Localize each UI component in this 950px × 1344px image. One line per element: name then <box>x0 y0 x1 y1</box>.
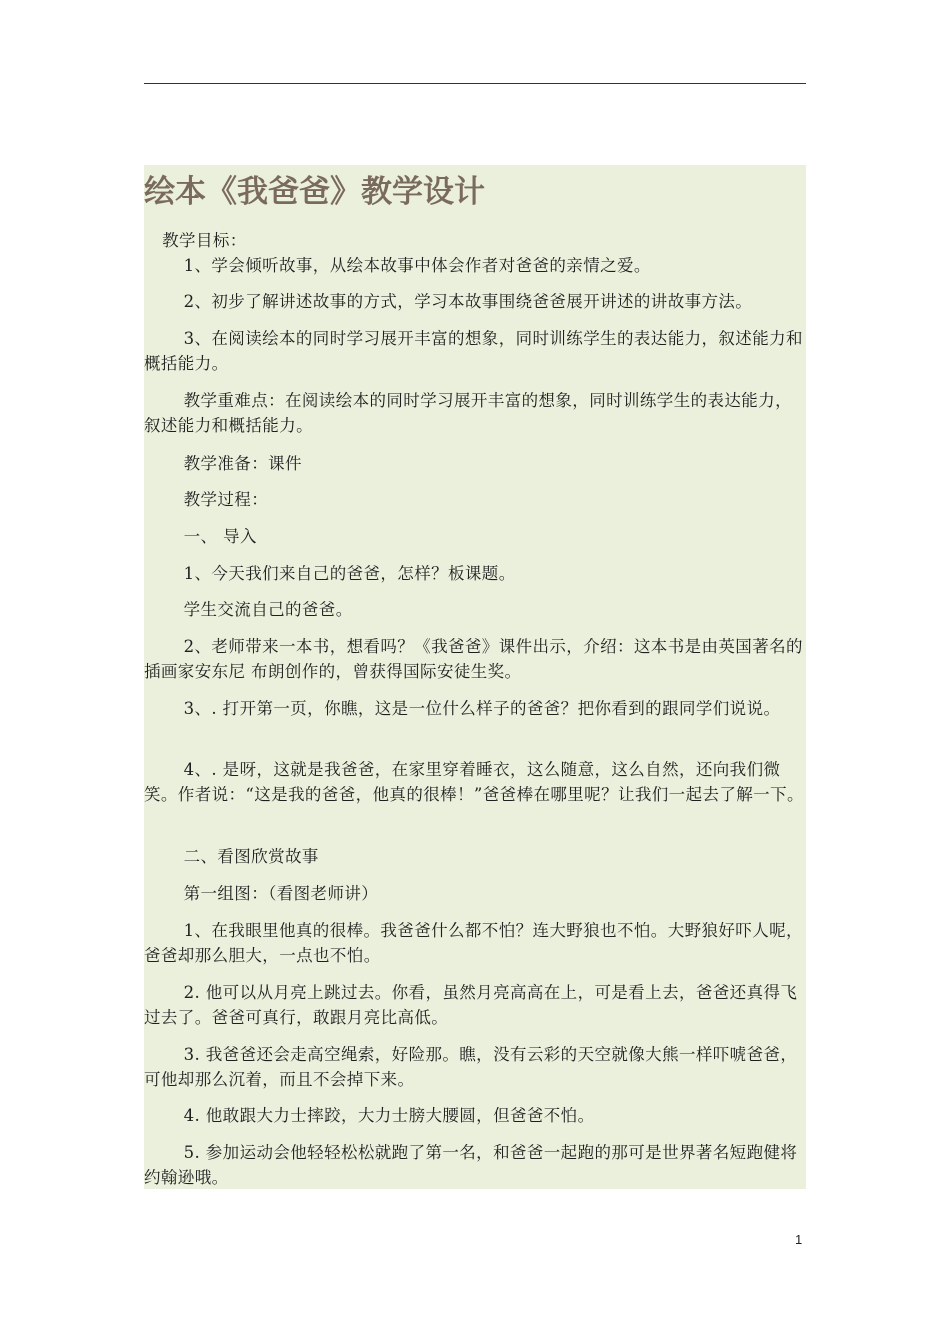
paragraph-goals-heading: 教学目标： <box>162 231 247 250</box>
paragraph: 3、在阅读绘本的同时学习展开丰富的想象，同时训练学生的表达能力，叙述能力和概括能力。 <box>144 329 803 373</box>
document-title: 绘本《我爸爸》教学设计 <box>144 174 485 210</box>
paragraph: 1、今天我们来自己的爸爸，怎样？板课题。 <box>183 564 516 583</box>
paragraph: 2、老师带来一本书，想看吗？《我爸爸》课件出示，介绍：这本书是由英国著名的插画家安东尼 布朗创作的，曾获得国际安徒生奖。 <box>144 637 803 681</box>
paragraph: 学生交流自己的爸爸。 <box>183 600 353 619</box>
paragraph: 1、学会倾听故事，从绘本故事中体会作者对爸爸的亲情之爱。 <box>183 256 651 275</box>
section-heading: 一、 导入 <box>183 527 257 546</box>
paragraph: 4. 他敢跟大力士摔跤，大力士膀大腰圆，但爸爸不怕。 <box>183 1106 595 1125</box>
paragraph: 2. 他可以从月亮上跳过去。你看，虽然月亮高高在上，可是看上去，爸爸还真得飞过去了。爸爸可真行，敢跟月亮比高低。 <box>144 983 798 1027</box>
paragraph: 2、初步了解讲述故事的方式，学习本故事围绕爸爸展开讲述的讲故事方法。 <box>183 292 753 311</box>
paragraph: 教学准备：课件 <box>183 454 302 473</box>
header-rule <box>144 83 806 84</box>
paragraph: 3、. 打开第一页，你瞧，这是一位什么样子的爸爸？把你看到的跟同学们说说。 <box>183 699 781 718</box>
page-number: 1 <box>795 1232 803 1247</box>
paragraph: 4、. 是呀，这就是我爸爸，在家里穿着睡衣，这么随意，这么自然，还向我们微笑。作者说：“这是我的爸爸，他真的很棒！”爸爸棒在哪里呢？让我们一起去了解一下。 <box>144 760 804 804</box>
paragraph: 第一组图：（看图老师讲） <box>183 884 379 903</box>
paragraph: 教学重难点：在阅读绘本的同时学习展开丰富的想象，同时训练学生的表达能力，叙述能力和概括能力。 <box>144 391 792 435</box>
section-heading: 二、看图欣赏故事 <box>183 847 319 866</box>
paragraph: 5. 参加运动会他轻轻松松就跑了第一名，和爸爸一起跑的那可是世界著名短跑健将约翰逊哦。 <box>144 1143 798 1187</box>
paragraph: 教学过程： <box>183 490 269 509</box>
paragraph: 1、在我眼里他真的很棒。我爸爸什么都不怕？连大野狼也不怕。大野狼好吓人呢，爸爸却那么胆大，一点也不怕。 <box>144 921 803 965</box>
paragraph: 3. 我爸爸还会走高空绳索，好险那。瞧，没有云彩的天空就像大熊一样吓唬爸爸，可他却那么沉着，而且不会掉下来。 <box>144 1045 798 1089</box>
